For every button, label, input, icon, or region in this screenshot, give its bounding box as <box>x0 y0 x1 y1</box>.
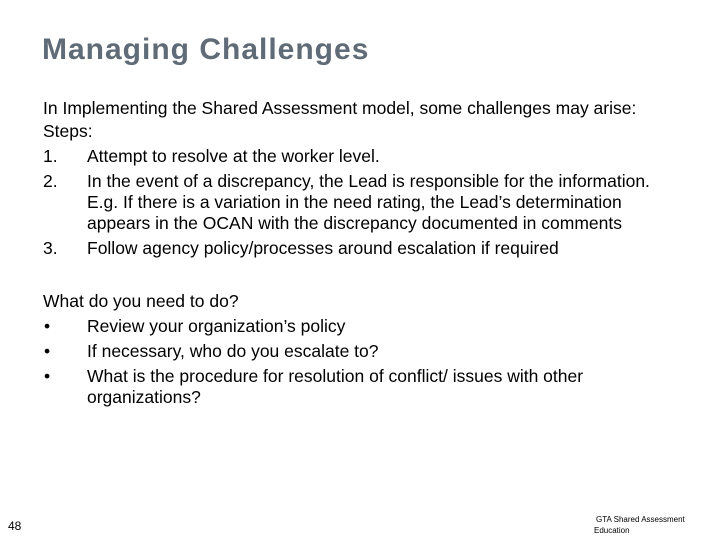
step-text: Follow agency policy/processes around escalation if required <box>87 238 559 258</box>
page-number: 48 <box>8 519 22 533</box>
step-number: 2. <box>43 171 58 191</box>
step-text: Attempt to resolve at the worker level. <box>87 146 380 166</box>
step-number: 1. <box>43 146 58 166</box>
bullet-text: Review your organization’s policy <box>87 316 346 336</box>
bullet-item <box>43 316 683 337</box>
step-item <box>43 171 683 234</box>
bullet-text: What is the procedure for resolution of conflict/ issues with other organizations? <box>87 366 584 407</box>
question-heading: What do you need to do? <box>43 291 239 311</box>
bullet-marker: • <box>44 316 51 336</box>
bullet-marker: • <box>44 366 51 386</box>
bullet-item <box>43 366 683 408</box>
footer-org-line1: GTA Shared Assessment <box>596 515 685 524</box>
bullet-text: If necessary, who do you escalate to? <box>87 341 379 361</box>
footer-org-line2: Education <box>594 526 630 535</box>
footer-organization <box>596 514 714 536</box>
slide-title: Managing Challenges <box>42 33 370 66</box>
slide-body <box>43 98 683 408</box>
step-item <box>43 238 683 259</box>
intro-paragraph: In Implementing the Shared Assessment model, some challenges may arise: <box>43 98 637 118</box>
bullet-marker: • <box>44 341 51 361</box>
step-text: In the event of a discrepancy, the Lead is responsible for the information. E.g. If there is a variation in the need rating, the Lead’s determination appears in the OCAN with the discrepancy documented in comments <box>87 171 650 233</box>
step-number: 3. <box>43 238 58 258</box>
steps-label: Steps: <box>43 121 93 141</box>
bullet-item <box>43 341 683 362</box>
step-item <box>43 146 683 167</box>
